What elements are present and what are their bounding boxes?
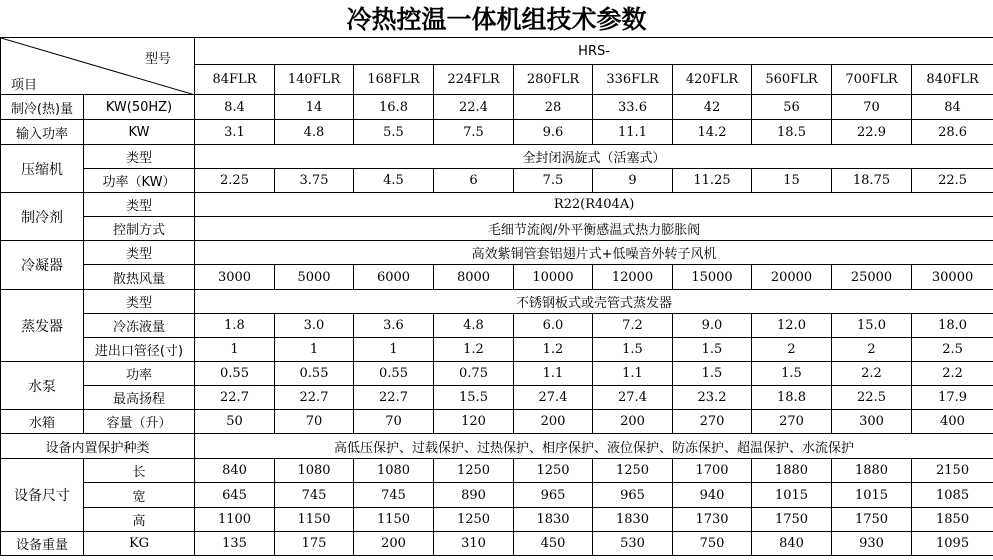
value-cell: 1080	[275, 459, 354, 483]
value-cell: 50	[195, 410, 275, 434]
value-cell: 70	[832, 95, 912, 120]
value-cell: 56	[752, 95, 832, 120]
refrigerant-control-label: 控制方式	[84, 217, 195, 241]
value-cell: 22.7	[354, 386, 434, 410]
value-cell: 1750	[832, 508, 912, 532]
page-title: 冷热控温一体机组技术参数	[346, 5, 647, 34]
value-cell: 890	[434, 483, 514, 508]
value-cell: 16.8	[354, 95, 434, 120]
value-cell: 840	[752, 532, 832, 556]
condenser-type-value: 高效紫铜管套铝翅片式+低噪音外转子风机	[195, 241, 993, 265]
value-cell: 420FLR	[673, 65, 752, 95]
tank-row	[1, 410, 993, 434]
value-cell: 1080	[354, 459, 434, 483]
compressor-type-label: 类型	[84, 145, 195, 169]
value-cell: 1	[275, 338, 354, 362]
value-cell: 2.2	[912, 362, 993, 386]
value-cell: 18.75	[832, 169, 912, 193]
evaporator-pipe-label: 进出口管径(寸)	[84, 338, 195, 362]
value-cell: 3000	[195, 265, 275, 290]
value-cell: 70	[354, 410, 434, 434]
tank-unit: 容量（升）	[84, 410, 195, 434]
item-label: 项目	[11, 78, 38, 93]
value-cell: 1880	[832, 459, 912, 483]
value-cell: 1250	[434, 508, 514, 532]
value-cell: 25000	[832, 265, 912, 290]
value-cell: 120	[434, 410, 514, 434]
value-cell: 965	[593, 483, 673, 508]
dimension-length-label: 长	[84, 459, 195, 483]
value-cell: 745	[275, 483, 354, 508]
value-cell: 7.5	[514, 169, 593, 193]
value-cell: 22.5	[832, 386, 912, 410]
condenser-type-row	[1, 241, 993, 265]
value-cell: 1	[195, 338, 275, 362]
value-cell: 1.2	[514, 338, 593, 362]
refrigerant-label: 制冷剂	[1, 193, 84, 241]
value-cell: 930	[832, 532, 912, 556]
value-cell: 300	[832, 410, 912, 434]
value-cell: 3.6	[354, 314, 434, 338]
value-cell: 42	[673, 95, 752, 120]
condenser-airflow-row	[1, 265, 993, 290]
refrigerant-type-row	[1, 193, 993, 217]
condenser-type-label: 类型	[84, 241, 195, 265]
series-label: HRS-	[195, 38, 993, 65]
value-cell: 33.6	[593, 95, 673, 120]
compressor-type-row	[1, 145, 993, 169]
condenser-airflow-label: 散热风量	[84, 265, 195, 290]
value-cell: 10000	[514, 265, 593, 290]
value-cell: 940	[673, 483, 752, 508]
evaporator-label: 蒸发器	[1, 290, 84, 362]
value-cell: 8.4	[195, 95, 275, 120]
dimension-width-label: 宽	[84, 483, 195, 508]
value-cell: 0.55	[195, 362, 275, 386]
value-cell: 750	[673, 532, 752, 556]
dimensions-label: 设备尺寸	[1, 459, 84, 532]
value-cell: 28	[514, 95, 593, 120]
value-cell: 1830	[514, 508, 593, 532]
pump-label: 水泵	[1, 362, 84, 410]
input-power-row	[1, 120, 993, 145]
value-cell: 1	[354, 338, 434, 362]
dimension-height-row	[1, 508, 993, 532]
compressor-power-label: 功率（KW）	[84, 169, 195, 193]
value-cell: 2.25	[195, 169, 275, 193]
value-cell: 1015	[832, 483, 912, 508]
value-cell: 22.9	[832, 120, 912, 145]
value-cell: 14	[275, 95, 354, 120]
evaporator-type-row	[1, 290, 993, 314]
value-cell: 7.5	[434, 120, 514, 145]
weight-row	[1, 532, 993, 556]
value-cell: 15.5	[434, 386, 514, 410]
value-cell: 200	[354, 532, 434, 556]
value-cell: 27.4	[514, 386, 593, 410]
value-cell: 12.0	[752, 314, 832, 338]
value-cell: 1830	[593, 508, 673, 532]
evaporator-chill-label: 冷冻液量	[84, 314, 195, 338]
value-cell: 0.55	[275, 362, 354, 386]
dimension-width-row	[1, 483, 993, 508]
value-cell: 18.0	[912, 314, 993, 338]
value-cell: 400	[912, 410, 993, 434]
value-cell: 1095	[912, 532, 993, 556]
value-cell: 175	[275, 532, 354, 556]
value-cell: 224FLR	[434, 65, 514, 95]
value-cell: 22.7	[195, 386, 275, 410]
dimension-height-label: 高	[84, 508, 195, 532]
value-cell: 30000	[912, 265, 993, 290]
value-cell: 450	[514, 532, 593, 556]
protection-row	[1, 434, 993, 459]
value-cell: 2.5	[912, 338, 993, 362]
evaporator-chill-row	[1, 314, 993, 338]
value-cell: 15.0	[832, 314, 912, 338]
value-cell: 6000	[354, 265, 434, 290]
pump-head-label: 最高扬程	[84, 386, 195, 410]
value-cell: 140FLR	[275, 65, 354, 95]
value-cell: 2150	[912, 459, 993, 483]
value-cell: 1700	[673, 459, 752, 483]
protection-value: 高低压保护、过载保护、过热保护、相序保护、液位保护、防冻保护、超温保护、水流保护	[195, 434, 993, 459]
value-cell: 7.2	[593, 314, 673, 338]
header-row	[1, 38, 993, 65]
dimension-length-row	[1, 459, 993, 483]
value-cell: 17.9	[912, 386, 993, 410]
value-cell: 22.4	[434, 95, 514, 120]
value-cell: 15000	[673, 265, 752, 290]
value-cell: 645	[195, 483, 275, 508]
value-cell: 14.2	[673, 120, 752, 145]
value-cell: 11.25	[673, 169, 752, 193]
value-cell: 9	[593, 169, 673, 193]
compressor-power-row	[1, 169, 993, 193]
value-cell: 23.2	[673, 386, 752, 410]
value-cell: 4.8	[275, 120, 354, 145]
input-power-label: 输入功率	[1, 120, 84, 145]
evaporator-type-label: 类型	[84, 290, 195, 314]
value-cell: 28.6	[912, 120, 993, 145]
value-cell: 1880	[752, 459, 832, 483]
tank-label: 水箱	[1, 410, 84, 434]
value-cell: 745	[354, 483, 434, 508]
value-cell: 3.75	[275, 169, 354, 193]
value-cell: 270	[673, 410, 752, 434]
value-cell: 1.5	[673, 338, 752, 362]
value-cell: 1250	[514, 459, 593, 483]
value-cell: 20000	[752, 265, 832, 290]
value-cell: 1.1	[593, 362, 673, 386]
value-cell: 18.8	[752, 386, 832, 410]
condenser-label: 冷凝器	[1, 241, 84, 290]
value-cell: 2	[752, 338, 832, 362]
weight-label: 设备重量	[1, 532, 84, 556]
protection-label: 设备内置保护种类	[1, 434, 195, 459]
value-cell: 1150	[275, 508, 354, 532]
value-cell: 965	[514, 483, 593, 508]
refrigerant-control-value: 毛细节流阀/外平衡感温式热力膨胀阀	[195, 217, 993, 241]
value-cell: 700FLR	[832, 65, 912, 95]
value-cell: 135	[195, 532, 275, 556]
value-cell: 1750	[752, 508, 832, 532]
value-cell: 15	[752, 169, 832, 193]
value-cell: 1.5	[673, 362, 752, 386]
value-cell: 1.5	[593, 338, 673, 362]
value-cell: 5000	[275, 265, 354, 290]
value-cell: 530	[593, 532, 673, 556]
capacity-unit: KW(50HZ)	[84, 95, 195, 120]
header-corner-cell	[1, 38, 195, 95]
value-cell: 11.1	[593, 120, 673, 145]
value-cell: 310	[434, 532, 514, 556]
refrigerant-control-row	[1, 217, 993, 241]
value-cell: 2	[832, 338, 912, 362]
weight-unit: KG	[84, 532, 195, 556]
value-cell: 168FLR	[354, 65, 434, 95]
value-cell: 0.55	[354, 362, 434, 386]
value-cell: 336FLR	[593, 65, 673, 95]
value-cell: 1015	[752, 483, 832, 508]
compressor-type-value: 全封闭涡旋式（活塞式）	[195, 145, 993, 169]
value-cell: 1250	[593, 459, 673, 483]
value-cell: 1.1	[514, 362, 593, 386]
capacity-row	[1, 95, 993, 120]
value-cell: 70	[275, 410, 354, 434]
value-cell: 840FLR	[912, 65, 993, 95]
value-cell: 9.0	[673, 314, 752, 338]
value-cell: 1085	[912, 483, 993, 508]
value-cell: 1850	[912, 508, 993, 532]
value-cell: 1.2	[434, 338, 514, 362]
value-cell: 3.0	[275, 314, 354, 338]
value-cell: 8000	[434, 265, 514, 290]
value-cell: 12000	[593, 265, 673, 290]
value-cell: 6.0	[514, 314, 593, 338]
value-cell: 6	[434, 169, 514, 193]
value-cell: 4.8	[434, 314, 514, 338]
value-cell: 84	[912, 95, 993, 120]
value-cell: 5.5	[354, 120, 434, 145]
pump-power-row	[1, 362, 993, 386]
value-cell: 1150	[354, 508, 434, 532]
capacity-label: 制冷(热)量	[1, 95, 84, 120]
evaporator-type-value: 不锈钢板式或壳管式蒸发器	[195, 290, 993, 314]
value-cell: 270	[752, 410, 832, 434]
value-cell: 27.4	[593, 386, 673, 410]
value-cell: 84FLR	[195, 65, 275, 95]
value-cell: 280FLR	[514, 65, 593, 95]
value-cell: 1.5	[752, 362, 832, 386]
value-cell: 18.5	[752, 120, 832, 145]
compressor-label: 压缩机	[1, 145, 84, 193]
input-power-unit: KW	[84, 120, 195, 145]
model-label: 型号	[145, 52, 172, 67]
value-cell: 1250	[434, 459, 514, 483]
refrigerant-type-label: 类型	[84, 193, 195, 217]
value-cell: 9.6	[514, 120, 593, 145]
value-cell: 3.1	[195, 120, 275, 145]
value-cell: 0.75	[434, 362, 514, 386]
value-cell: 4.5	[354, 169, 434, 193]
value-cell: 1100	[195, 508, 275, 532]
value-cell: 200	[514, 410, 593, 434]
spec-table	[0, 37, 993, 556]
value-cell: 840	[195, 459, 275, 483]
value-cell: 560FLR	[752, 65, 832, 95]
evaporator-pipe-row	[1, 338, 993, 362]
value-cell: 200	[593, 410, 673, 434]
value-cell: 22.7	[275, 386, 354, 410]
value-cell: 1730	[673, 508, 752, 532]
pump-power-label: 功率	[84, 362, 195, 386]
value-cell: 2.2	[832, 362, 912, 386]
value-cell: 1.8	[195, 314, 275, 338]
pump-head-row	[1, 386, 993, 410]
value-cell: 22.5	[912, 169, 993, 193]
refrigerant-type-value: R22(R404A)	[195, 193, 993, 217]
